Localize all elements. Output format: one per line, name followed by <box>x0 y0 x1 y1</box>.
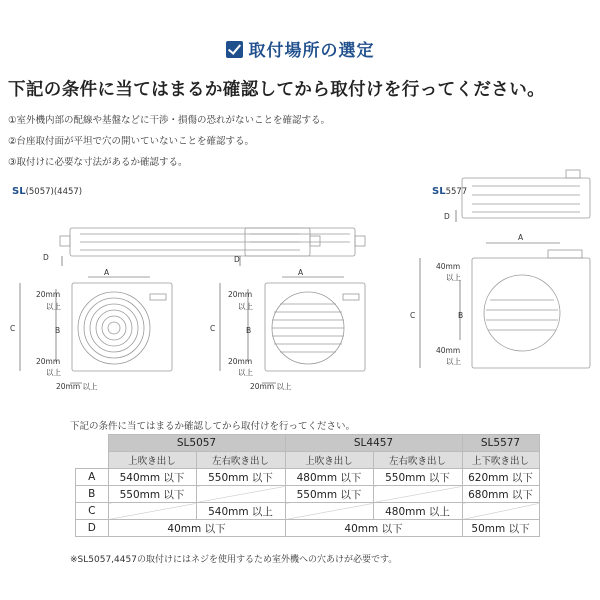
dim-d-label: D <box>234 255 240 264</box>
diagram-left-label: SL(5057)(4457) <box>12 186 83 197</box>
dim-b-label: B <box>246 326 252 335</box>
note-item: ③取付けに必要な寸法があるか確認する。 <box>8 157 188 168</box>
clearance-label: 20mm <box>228 357 253 366</box>
table-cell: 680mm 以下 <box>462 486 539 503</box>
side-clearance-label: 20mm 以上 <box>56 382 98 391</box>
footnote: ※SL5057,4457の取付けにはネジを使用するため室外機への穴あけが必要です。 <box>70 555 398 565</box>
sub-header: 左右吹き出し <box>373 452 462 469</box>
diagram-right-label: SL5577 <box>432 186 468 197</box>
table-cell: 550mm 以下 <box>196 469 285 486</box>
sub-header: 上下吹き出し <box>462 452 539 469</box>
sub-header: 上吹き出し <box>285 452 373 469</box>
table-row <box>76 503 540 520</box>
clearance-label: 以上 <box>446 357 461 366</box>
dim-d-label: D <box>444 212 450 221</box>
row-label: A <box>76 469 109 486</box>
dim-a-label: A <box>518 233 524 242</box>
row-label: D <box>76 520 109 537</box>
table-cell: 540mm 以上 <box>196 503 285 520</box>
dim-a-label: A <box>298 268 304 277</box>
table-caption: 下記の条件に当てはまるか確認してから取付けを行ってください。 <box>70 421 356 432</box>
clearance-label: 以上 <box>238 368 253 377</box>
section-title: 取付場所の選定 <box>248 41 375 61</box>
table-cell: 50mm 以下 <box>462 520 539 537</box>
dimension-table <box>75 434 540 537</box>
table-cell: 40mm 以下 <box>108 520 285 537</box>
sub-header: 左右吹き出し <box>196 452 285 469</box>
table-row <box>76 520 540 537</box>
clearance-label: 20mm <box>36 290 61 299</box>
table-cell-empty <box>285 503 373 520</box>
table-cell: 550mm 以下 <box>108 486 196 503</box>
dim-c-label: C <box>210 324 216 333</box>
row-label: C <box>76 503 109 520</box>
table-row <box>76 469 540 486</box>
clearance-label: 40mm <box>436 262 461 271</box>
clearance-label: 以上 <box>46 368 61 377</box>
dim-a-label: A <box>104 268 110 277</box>
table-cell-empty <box>373 486 462 503</box>
note-item: ②台座取付面が平坦で穴の開いていないことを確認する。 <box>8 136 255 147</box>
row-label: B <box>76 486 109 503</box>
table-cell: 540mm 以下 <box>108 469 196 486</box>
table-cell: 550mm 以下 <box>373 469 462 486</box>
dim-b-label: B <box>458 311 464 320</box>
model-header: SL4457 <box>285 435 462 452</box>
table-cell: 40mm 以下 <box>285 520 462 537</box>
table-cell: 480mm 以下 <box>285 469 373 486</box>
clearance-label: 以上 <box>238 302 253 311</box>
table-cell-empty <box>108 503 196 520</box>
table-cell-empty <box>462 503 539 520</box>
note-item: ①室外機内部の配線や基盤などに干渉・損傷の恐れがないことを確認する。 <box>8 115 331 126</box>
dim-b-label: B <box>55 326 61 335</box>
side-clearance-label: 20mm 以上 <box>250 382 292 391</box>
table-row <box>76 486 540 503</box>
clearance-label: 以上 <box>46 302 61 311</box>
model-header: SL5577 <box>462 435 539 452</box>
page-subtitle: 下記の条件に当てはまるか確認してから取付けを行ってください。 <box>8 80 545 100</box>
dim-c-label: C <box>10 324 16 333</box>
clearance-label: 以上 <box>446 273 461 282</box>
clearance-label: 40mm <box>436 346 461 355</box>
clearance-label: 20mm <box>36 357 61 366</box>
dim-c-label: C <box>410 311 416 320</box>
sub-header: 上吹き出し <box>108 452 196 469</box>
table-cell-empty <box>196 486 285 503</box>
clearance-label: 20mm <box>228 290 253 299</box>
table-cell: 550mm 以下 <box>285 486 373 503</box>
model-header: SL5057 <box>108 435 285 452</box>
table-cell: 620mm 以下 <box>462 469 539 486</box>
table-cell: 480mm 以上 <box>373 503 462 520</box>
dim-d-label: D <box>43 253 49 262</box>
